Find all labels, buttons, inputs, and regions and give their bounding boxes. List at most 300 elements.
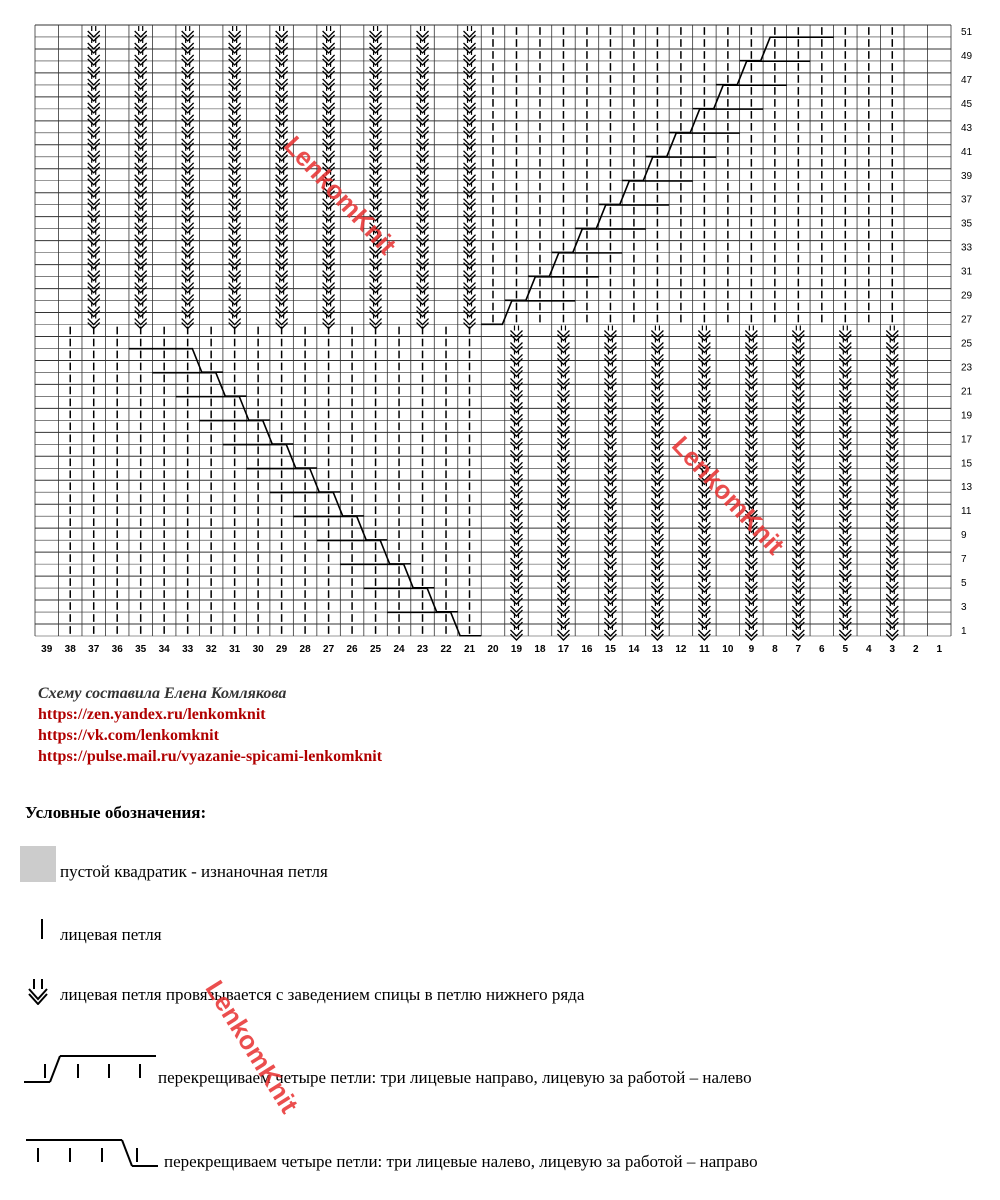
slip-stitch-v (698, 335, 710, 341)
slip-stitch-v (276, 323, 288, 329)
slip-stitch-v (276, 155, 288, 161)
slip-stitch-v (698, 574, 710, 580)
slip-stitch-v (370, 227, 382, 233)
slip-stitch-v (276, 251, 288, 257)
slip-stitch-v (370, 179, 382, 185)
slip-stitch-v (88, 119, 100, 125)
slip-stitch-v (88, 47, 100, 53)
slip-stitch-v (839, 634, 851, 640)
slip-stitch-v (182, 203, 194, 209)
slip-stitch-v (745, 490, 757, 496)
column-label: 22 (440, 644, 452, 655)
row-label: 21 (961, 386, 973, 398)
slip-stitch-v (464, 251, 476, 257)
slip-stitch-v (229, 299, 241, 305)
slip-stitch-v (229, 287, 241, 293)
slip-stitch-v (792, 586, 804, 592)
slip-stitch-v (229, 263, 241, 269)
slip-stitch-v (792, 598, 804, 604)
slip-stitch-v (323, 131, 335, 137)
slip-stitch-v (370, 119, 382, 125)
slip-stitch-v (370, 95, 382, 101)
column-label: 36 (111, 644, 123, 655)
slip-stitch-v (370, 251, 382, 257)
slip-stitch-v (510, 586, 522, 592)
slip-stitch-v (323, 107, 335, 113)
column-label: 33 (182, 644, 194, 655)
watermark-2: LenkomKnit (666, 430, 791, 561)
slip-stitch-v (135, 323, 147, 329)
slip-stitch-v (745, 550, 757, 556)
slip-stitch-v (323, 323, 335, 329)
slip-stitch-v (135, 71, 147, 77)
slip-stitch-v (417, 275, 429, 281)
row-label: 37 (961, 194, 973, 206)
slip-stitch-v (276, 35, 288, 41)
slip-stitch-v (651, 562, 663, 568)
column-label: 31 (229, 644, 241, 655)
column-label: 5 (842, 644, 849, 655)
slip-stitch-v (604, 502, 616, 508)
slip-stitch-v (229, 311, 241, 317)
row-label: 25 (961, 338, 973, 350)
slip-stitch-v (745, 538, 757, 544)
slip-stitch-v (370, 311, 382, 317)
row-label: 45 (961, 98, 973, 110)
slip-stitch-v (229, 167, 241, 173)
slip-stitch-v (792, 538, 804, 544)
slip-stitch-v (839, 586, 851, 592)
slip-stitch-v (417, 95, 429, 101)
slip-stitch-v (276, 263, 288, 269)
slip-stitch-v (276, 167, 288, 173)
slip-stitch-v (557, 442, 569, 448)
slip-stitch-v (604, 598, 616, 604)
slip-stitch-v (651, 382, 663, 388)
slip-stitch-v (557, 358, 569, 364)
slip-stitch-v (557, 562, 569, 568)
slip-stitch-v (510, 430, 522, 436)
slip-stitch-v (651, 478, 663, 484)
slip-stitch-icon (20, 975, 60, 1005)
slip-stitch-v (88, 71, 100, 77)
slip-stitch-v (886, 442, 898, 448)
slip-stitch-v (88, 215, 100, 221)
slip-stitch-v (886, 335, 898, 341)
slip-stitch-v (135, 95, 147, 101)
slip-stitch-v (698, 622, 710, 628)
slip-stitch-v (886, 466, 898, 472)
slip-stitch-v (651, 370, 663, 376)
slip-stitch-v (88, 131, 100, 137)
slip-stitch-v (557, 466, 569, 472)
slip-stitch-v (792, 358, 804, 364)
slip-stitch-v (323, 155, 335, 161)
slip-stitch-v (323, 119, 335, 125)
slip-stitch-v (323, 299, 335, 305)
slip-stitch-v (135, 155, 147, 161)
slip-stitch-v (135, 35, 147, 41)
slip-stitch-v (276, 179, 288, 185)
legend-text-cable-right: перекрещиваем четыре петли: три лицевые направо, лицевую за работой – налево (158, 1068, 752, 1087)
slip-stitch-v (229, 227, 241, 233)
slip-stitch-v (886, 586, 898, 592)
slip-stitch-v (698, 442, 710, 448)
slip-stitch-v (229, 119, 241, 125)
slip-stitch-v (182, 311, 194, 317)
slip-stitch-v (651, 502, 663, 508)
slip-stitch-v (417, 107, 429, 113)
slip-stitch-v (839, 490, 851, 496)
slip-stitch-v (88, 83, 100, 89)
slip-stitch-v (464, 59, 476, 65)
slip-stitch-v (557, 418, 569, 424)
slip-stitch-v (792, 622, 804, 628)
slip-stitch-v (276, 239, 288, 245)
slip-stitch-v (88, 59, 100, 65)
column-label: 27 (323, 644, 335, 655)
slip-stitch-v (323, 227, 335, 233)
slip-stitch-v (557, 502, 569, 508)
slip-stitch-v (88, 143, 100, 149)
slip-stitch-v (792, 634, 804, 640)
slip-stitch-v (604, 526, 616, 532)
slip-stitch-v (510, 502, 522, 508)
slip-stitch-v (370, 35, 382, 41)
slip-stitch-v (651, 335, 663, 341)
slip-stitch-v (182, 239, 194, 245)
column-label: 8 (772, 644, 778, 655)
slip-stitch-v (604, 346, 616, 352)
slip-stitch-v (276, 143, 288, 149)
slip-stitch-v (604, 418, 616, 424)
slip-stitch-v (839, 610, 851, 616)
slip-stitch-v (276, 59, 288, 65)
slip-stitch-v (276, 287, 288, 293)
slip-stitch-v (370, 143, 382, 149)
row-label: 7 (961, 554, 967, 566)
legend-item-slip (20, 975, 584, 1005)
slip-stitch-v (839, 346, 851, 352)
slip-stitch-v (182, 167, 194, 173)
slip-stitch-v (745, 622, 757, 628)
slip-stitch-v (745, 610, 757, 616)
slip-stitch-v (417, 215, 429, 221)
slip-stitch-v (276, 83, 288, 89)
slip-stitch-v (745, 370, 757, 376)
slip-stitch-v (88, 35, 100, 41)
slip-stitch-v (604, 335, 616, 341)
slip-stitch-v (557, 598, 569, 604)
slip-stitch-v (464, 167, 476, 173)
slip-stitch-v (323, 287, 335, 293)
slip-stitch-v (417, 203, 429, 209)
slip-stitch-v (182, 47, 194, 53)
slip-stitch-v (229, 239, 241, 245)
slip-stitch-v (557, 346, 569, 352)
row-label: 31 (961, 266, 973, 278)
row-label: 49 (961, 50, 973, 62)
slip-stitch-v (886, 634, 898, 640)
slip-stitch-v (276, 71, 288, 77)
slip-stitch-v (370, 71, 382, 77)
slip-stitch-v (698, 430, 710, 436)
slip-stitch-v (88, 311, 100, 317)
slip-stitch-v (604, 358, 616, 364)
slip-stitch-v (464, 203, 476, 209)
slip-stitch-v (323, 95, 335, 101)
column-label: 12 (675, 644, 687, 655)
slip-stitch-v (792, 610, 804, 616)
slip-stitch-v (88, 167, 100, 173)
row-label: 33 (961, 242, 973, 254)
slip-stitch-v (182, 59, 194, 65)
row-label: 39 (961, 170, 973, 182)
slip-stitch-v (464, 287, 476, 293)
column-label: 28 (299, 644, 311, 655)
slip-stitch-v (651, 634, 663, 640)
slip-stitch-v (604, 442, 616, 448)
column-label: 20 (487, 644, 499, 655)
slip-stitch-v (229, 275, 241, 281)
slip-stitch-v (182, 95, 194, 101)
slip-stitch-v (745, 562, 757, 568)
slip-stitch-v (604, 430, 616, 436)
slip-stitch-v (417, 71, 429, 77)
slip-stitch-v (182, 71, 194, 77)
slip-stitch-v (839, 538, 851, 544)
slip-stitch-v (886, 454, 898, 460)
link-pulse[interactable]: https://pulse.mail.ru/vyazanie-spicami-lenkomknit (38, 748, 383, 765)
slip-stitch-v (464, 191, 476, 197)
slip-stitch-v (557, 514, 569, 520)
slip-stitch-v (698, 358, 710, 364)
slip-stitch-v (276, 215, 288, 221)
slip-stitch-v (323, 35, 335, 41)
slip-stitch-v (745, 394, 757, 400)
slip-stitch-v (464, 179, 476, 185)
slip-stitch-v (229, 59, 241, 65)
slip-stitch-v (88, 227, 100, 233)
slip-stitch-v (792, 514, 804, 520)
column-label: 1 (936, 644, 943, 655)
slip-stitch-v (745, 346, 757, 352)
column-label: 38 (64, 644, 76, 655)
slip-stitch-v (229, 155, 241, 161)
slip-stitch-v (651, 574, 663, 580)
slip-stitch-v (229, 191, 241, 197)
slip-stitch-v (886, 514, 898, 520)
slip-stitch-v (792, 394, 804, 400)
slip-stitch-v (135, 107, 147, 113)
slip-stitch-v (745, 382, 757, 388)
slip-stitch-v (792, 526, 804, 532)
slip-stitch-v (276, 299, 288, 305)
slip-stitch-v (323, 167, 335, 173)
slip-stitch-v (88, 95, 100, 101)
slip-stitch-v (557, 622, 569, 628)
slip-stitch-v (651, 490, 663, 496)
slip-stitch-v (88, 155, 100, 161)
slip-stitch-v (370, 215, 382, 221)
slip-stitch-v (370, 191, 382, 197)
legend-text-knit: лицевая петля (60, 925, 162, 944)
slip-stitch-v (323, 275, 335, 281)
slip-stitch-v (88, 203, 100, 209)
row-label: 5 (961, 578, 967, 590)
column-label: 29 (276, 644, 288, 655)
slip-stitch-v (745, 514, 757, 520)
slip-stitch-v (698, 406, 710, 412)
slip-stitch-v (276, 203, 288, 209)
slip-stitch-v (135, 167, 147, 173)
slip-stitch-v (88, 287, 100, 293)
slip-stitch-v (886, 598, 898, 604)
slip-stitch-v (370, 59, 382, 65)
slip-stitch-v (323, 263, 335, 269)
slip-stitch-v (135, 239, 147, 245)
slip-stitch-v (745, 358, 757, 364)
slip-stitch-v (886, 490, 898, 496)
slip-stitch-v (604, 382, 616, 388)
slip-stitch-v (276, 191, 288, 197)
slip-stitch-v (651, 394, 663, 400)
slip-stitch-v (886, 622, 898, 628)
slip-stitch-v (792, 335, 804, 341)
slip-stitch-v (604, 454, 616, 460)
slip-stitch-v (839, 370, 851, 376)
slip-stitch-v (370, 239, 382, 245)
slip-stitch-v (698, 418, 710, 424)
slip-stitch-v (370, 299, 382, 305)
slip-stitch-v (510, 346, 522, 352)
slip-stitch-v (557, 370, 569, 376)
slip-stitch-v (839, 622, 851, 628)
slip-stitch-v (886, 370, 898, 376)
slip-stitch-v (135, 251, 147, 257)
legend-title: Условные обозначения: (25, 803, 207, 822)
slip-stitch-v (323, 191, 335, 197)
slip-stitch-v (323, 251, 335, 257)
slip-stitch-v (510, 598, 522, 604)
slip-stitch-v (464, 47, 476, 53)
slip-stitch-v (792, 442, 804, 448)
slip-stitch-v (839, 394, 851, 400)
column-label: 3 (889, 644, 896, 655)
slip-stitch-v (651, 442, 663, 448)
slip-stitch-v (839, 466, 851, 472)
slip-stitch-v (135, 203, 147, 209)
slip-stitch-v (839, 358, 851, 364)
slip-stitch-v (464, 275, 476, 281)
link-zen[interactable]: https://zen.yandex.ru/lenkomknit (38, 706, 266, 723)
row-label: 1 (961, 626, 967, 638)
column-label: 34 (158, 644, 170, 655)
slip-stitch-v (651, 466, 663, 472)
slip-stitch-v (135, 215, 147, 221)
slip-stitch-v (417, 251, 429, 257)
slip-stitch-v (510, 358, 522, 364)
slip-stitch-v (510, 610, 522, 616)
slip-stitch-v (792, 346, 804, 352)
slip-stitch-v (792, 406, 804, 412)
slip-stitch-v (276, 227, 288, 233)
slip-stitch-v (557, 454, 569, 460)
slip-stitch-v (792, 454, 804, 460)
slip-stitch-v (417, 311, 429, 317)
slip-stitch-v (745, 586, 757, 592)
slip-stitch-v (323, 71, 335, 77)
row-label: 43 (961, 122, 973, 134)
slip-stitch-v (698, 478, 710, 484)
slip-stitch-v (604, 478, 616, 484)
slip-stitch-v (182, 119, 194, 125)
slip-stitch-v (510, 370, 522, 376)
slip-stitch-v (135, 47, 147, 53)
slip-stitch-v (886, 382, 898, 388)
slip-stitch-v (886, 346, 898, 352)
slip-stitch-v (557, 406, 569, 412)
slip-stitch-v (651, 526, 663, 532)
column-label: 39 (41, 644, 53, 655)
slip-stitch-v (557, 526, 569, 532)
slip-stitch-v (323, 47, 335, 53)
row-label: 11 (961, 506, 972, 518)
slip-stitch-v (182, 323, 194, 329)
slip-stitch-v (745, 430, 757, 436)
slip-stitch-v (464, 35, 476, 41)
link-vk[interactable]: https://vk.com/lenkomknit (38, 727, 219, 744)
slip-stitch-v (182, 227, 194, 233)
slip-stitch-v (135, 131, 147, 137)
row-label: 23 (961, 362, 973, 374)
row-label: 19 (961, 410, 973, 422)
slip-stitch-v (651, 538, 663, 544)
slip-stitch-v (651, 454, 663, 460)
column-label: 16 (581, 644, 593, 655)
slip-stitch-v (698, 514, 710, 520)
slip-stitch-v (135, 83, 147, 89)
slip-stitch-v (182, 287, 194, 293)
slip-stitch-v (557, 550, 569, 556)
slip-stitch-v (510, 562, 522, 568)
row-label: 29 (961, 290, 973, 302)
slip-stitch-v (698, 526, 710, 532)
column-label: 25 (370, 644, 382, 655)
slip-stitch-v (557, 610, 569, 616)
slip-stitch-v (135, 59, 147, 65)
row-label: 35 (961, 218, 973, 230)
slip-stitch-v (323, 203, 335, 209)
column-label: 11 (699, 644, 710, 655)
slip-stitch-v (510, 490, 522, 496)
slip-stitch-v (182, 131, 194, 137)
slip-stitch-v (135, 263, 147, 269)
slip-stitch-v (370, 83, 382, 89)
slip-stitch-v (417, 263, 429, 269)
slip-stitch-v (604, 622, 616, 628)
slip-stitch-v (839, 598, 851, 604)
column-label: 10 (722, 644, 734, 655)
slip-stitch-v (370, 203, 382, 209)
slip-stitch-v (370, 167, 382, 173)
slip-stitch-v (792, 562, 804, 568)
slip-stitch-v (370, 155, 382, 161)
slip-stitch-v (698, 370, 710, 376)
slip-stitch-v (745, 454, 757, 460)
slip-stitch-v (745, 574, 757, 580)
slip-stitch-v (182, 299, 194, 305)
